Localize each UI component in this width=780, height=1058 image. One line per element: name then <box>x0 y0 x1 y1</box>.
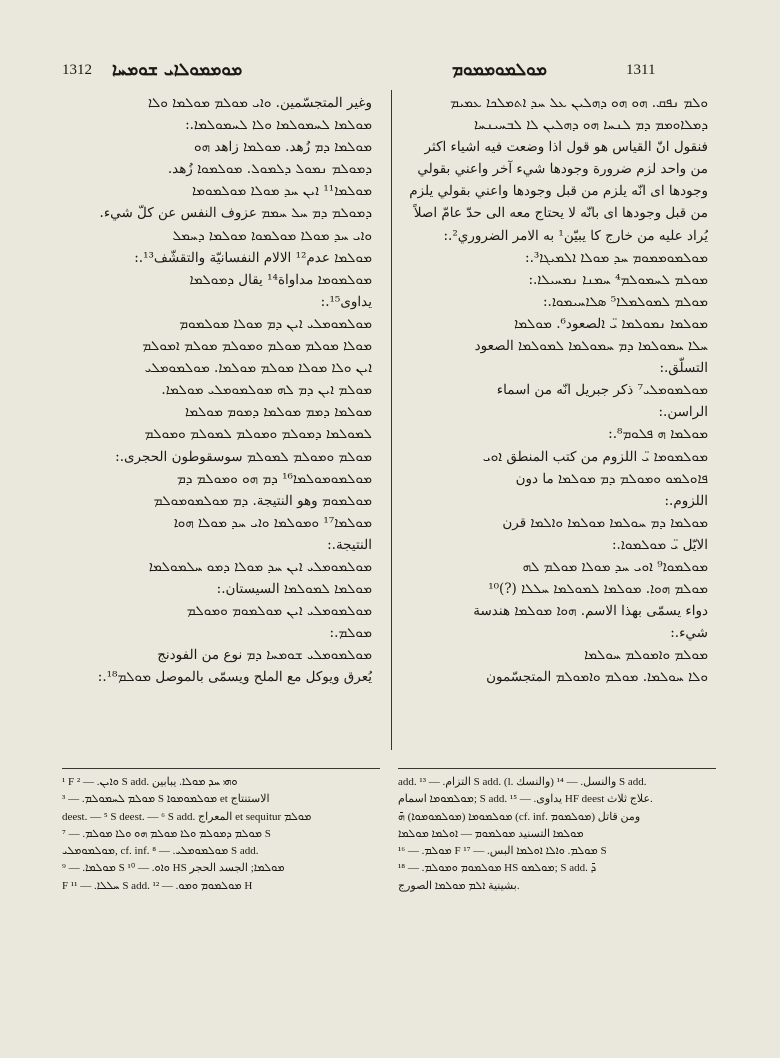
footnote-line: ܡܘܠܡܘܡܐ اسمام; S add. يداوى. — ¹⁵ HF deest علاج ثلاث. <box>398 793 653 806</box>
footnote-line: deest. — ⁵ S deest. — ⁶ S add. المعراج et sequitur ܡܘܠܡ <box>62 810 312 823</box>
text-line: ܡܘܠܡܘܡܘܠܡܐ¹⁶ ܕܡ ܗܘ ܘܡܘܠܡ ܕܡ <box>176 470 372 487</box>
text-line: ܘܠܐ ܚܘܠܡܐ. ܡܘܠܡ ܘܐܡܘܠܡ المتجسّمون <box>486 669 708 686</box>
text-line: ܡܘܠܡܘܡ وهو النتيجة. ܕܡ ܡܘܠܡܘܡܘܠܡ <box>153 492 372 509</box>
footnote-line: ܡܘܠܡܘܡܠܝ, cf. inf. ܡܘܠܡܘܡܠܝ. — ⁸ S add. <box>62 845 259 858</box>
text-line: ܡܘܠܡܐ ܕܡܡ ܡܘܠܡܐ ܕܡܘܡ ܡܘܠܡܐ <box>185 404 372 421</box>
text-line: التسلّق.: <box>659 360 708 377</box>
text-line: ܡܘܠܡܘܐ⁹ ܐܘܝ ܚܕ ܡܘܠܐ ܡܘܠܡ ܠܗ <box>522 558 708 575</box>
footnote-line: ¹ F ܘܐܝܢ. — ² S add. ܘܗܝ ܚܕ ܡܘܠܐ. يبابين <box>62 776 238 788</box>
left-page-number: 1312 <box>62 62 92 78</box>
text-line: ܡܘܠܡ ܘܡܘܠܡ ܠܡܘܠܡ سوسقوطون الحجرى.: <box>115 448 372 465</box>
footnote-rule-right <box>398 768 716 769</box>
footnotes-left <box>62 774 382 895</box>
text-line: ܡܘܠܐ ܡܘܠܡ ܡܘܠܡ ܘܡܘܠܡ ܡܘܠܡ ܐܡܘܠܡ <box>142 338 372 355</box>
right-running-title: ܡܘܠܡܘܡܡܘܡ <box>452 60 548 80</box>
footnote-line: ܡܘܠܡܘܡܐ (ܡܘܠܡܘܡܘܐ) ܗ̄ (cf. inf. ܡܘܠܡܘܡ) ومن قاتل <box>398 810 641 823</box>
text-line: من قبل وجودها اى بانّه لا يحتاج معه الى حدّ عامّ اصلاً <box>413 205 708 222</box>
text-line: ܡܘܠܡܘܡܐ ܝ̈ اللزوم من كتب المنطق ܐܘܝ <box>482 448 708 465</box>
footnotes-right <box>398 774 718 895</box>
text-line: ܡܘܠܡܘܡܠܝ ܐܝܢ ܕܡ ܡܘܠܐ ܡܘܠܡܘܡ <box>179 315 372 332</box>
text-line: النتيجة.: <box>327 536 372 553</box>
text-line: ܡܘܠܡܐ¹¹ ܐܝܢ ܚܕ ܡܘܠܐ ܡܘܠܡܘܡܐ <box>191 183 372 200</box>
text-line: ܡܘܠܡ ܠܚܡܘܠܡ⁴ ܚܡܢܐ ܢܡܚܝܠܐ.: <box>528 271 708 288</box>
text-line: ܡܘܠܡܐ ܕܡ ܚܘܠܡܐ ܡܘܠܡܐ ܘܐܠܡܐ قرن <box>502 514 708 531</box>
text-line: دواء يسمّى بهذا الاسم. ܗܘܐ ܡܘܠܡܐ هندسة <box>473 603 708 620</box>
right-page-number: 1311 <box>626 62 656 78</box>
text-line: ܡܘܠܡ.: <box>329 625 372 642</box>
text-line: من واحد لزم ضرورة وجودها شيء آخر واعني بقولي <box>417 161 708 178</box>
footnote-line: ܡܘܠܡܐ التسنيد ܡܘܠܡܘܡ — ܐܘܠܡܐ ܡܘܠܡܐ <box>398 827 584 840</box>
footnote-line: add. التزام. — ¹³ S add. (l. والنسك) والنسل. — ¹⁴ S add. <box>398 776 647 788</box>
text-line: ܡܘܠܡܘܡܠܝ ܐܝܢ ܚܕ ܡܘܠܐ ܕܡܘ ܚܠܡܘܠܡܐ <box>148 558 372 575</box>
text-line: ܠܡܘܠܡܐ ܕܡܘܠܡ ܘܡܘܠܡ ܠܡܘܠܡ ܘܡܘܠܡ <box>144 426 372 443</box>
text-line: اللزوم.: <box>664 492 708 509</box>
text-line: ܡܘܠܡ ܗܘܐ. ܡܘܠܡܐ ܠܡܘܠܡܐ ܚܠܠܐ (?)¹⁰ <box>488 581 708 598</box>
footnote-line: ܡܘܠܡܘܡ ܘܡܘܠܡ. — ¹⁸ HS ܡܘܠܡܘ; S add. ܕ̄ <box>398 862 597 875</box>
text-line: ܡܘܠܡ ܠܡܘܠܡܠܐ⁵ ܣܠܐܚܝܡܘܐ.: <box>543 293 708 310</box>
text-line: ܡܘܠܡܐ ܠܡܘܠܡܐ السيستان.: <box>216 581 372 598</box>
footnote-rule-left <box>62 768 380 769</box>
text-line: ܡܘܠܡ ܘܐܡܘܠܡ ܚܘܠܡܐ <box>584 647 708 664</box>
text-line: ܕܡܘܠܡ ܕܡ ܚܠ ܚܡܡ عزوف النفس عن كلّ شيء. <box>99 205 372 222</box>
text-line: يُراد عليه من خارج كا يبيّن¹ به الامر الضروري².: <box>443 227 708 244</box>
text-line: ܕܡܠܐܘܡܡ ܕܡ ܠܢܚܐ ܗܘ ܕܗܠܝܢ ܠܐ ܠܒܚܝܢܚܐ <box>473 117 708 134</box>
text-line: ܡܘܠܡܐ ܢܡܘܠܡܐ ܝ̈ ܐلصعود⁶. ܡܘܠܡܐ <box>514 315 708 332</box>
footnote-line: F ܚܠܠܐ. — ¹¹ S add. ܡܘܠܡܘܡ ܘܡܘ. — ¹² H <box>62 879 253 892</box>
text-line: ܡܘܠܡܐ ܕܡ زُهد. ܡܘܠܡܐ زاهد ܗܘ <box>194 139 372 156</box>
text-line: الايّل ܝ̈ ܡܘܠܡܘܐ.: <box>611 536 708 553</box>
text-line: الراسن.: <box>658 404 708 421</box>
text-line: ܡܘܠܡܘܡܠܝ ܐܝܢ ܡܘܠܡܘܡ ܘܡܘܠܡ <box>186 603 372 620</box>
text-line: ܡܘܠܡܐ¹⁷ ܘܡܘܠܡܐ ܘܐܝ ܚܕ ܡܘܠܐ ܗܘܐ <box>173 514 372 531</box>
text-line: ܡܘܠܡܘܡܠܝ ܫܘܡܚܐ ܕܡ نوع من الفودنج <box>157 647 372 664</box>
text-line: ܡܘܠܡܐ عدم¹² الالام النفسانيّة والتقشّف¹³.: <box>134 249 372 266</box>
text-line: ܡܘܠܡܐ ܗ ܦܠܘܡ⁸.: <box>608 426 708 443</box>
footnote-line: ܡܘܠܡ ܠܚܡܘܠܡ. — ³ S ܡܘܠܡܘܡܘܐ et الاستنتاج <box>62 793 270 806</box>
footnote-line: بشينية ܐܠܡ ܡܘܠܡܐ الصورج. <box>398 879 520 892</box>
text-line: وجودها اى انّه يلزم من قبل وجودها واعني بقولي يلزم <box>409 183 708 200</box>
column-divider <box>391 90 392 750</box>
text-line: ܡܘܠܡܘܡܠܝ⁷ ذكر جبريل انّه من اسماء <box>496 382 708 399</box>
text-line: وغير المتجسّمين. ܘܐܝ ܡܘܠܡ ܡܘܠܡܐ ܘܠܐ <box>147 95 372 111</box>
text-line: شيء.: <box>670 625 708 642</box>
footnote-line: ܡܘܠܡܐ. — ⁹ S ܘܐܘ. — ¹⁰ HS ܡܘܠܡܐ; الجسد الحجر <box>62 862 285 875</box>
text-line: ܕܡܘܠܡ ܢܡܘܠ ܕܠܡܘܠ. ܡܘܠܡܘܐ زُهد. <box>167 161 372 178</box>
text-line: ܚܠܐ ܚܡܘܠܡܐ ܕܡ ܚܡܘܠܡܐ ܠܡܘܠܡܐ الصعود <box>474 338 708 355</box>
text-line: ܘܠܡ ܢܦܩ. ܗܘ ܗܘ ܕܗܠܝܢ ܥܠ ܚܕ ܐܬܡܠܟܐ ܥܡܝܡ <box>450 95 708 111</box>
footnote-line: ܡܘܠܡ. — ¹⁶ F ܡܘܠܡ. ܘܐܠܐ ܐܘܠܡܐ البس. — ¹⁷ S <box>398 845 607 858</box>
footnote-line: ܡܘܠܡ ܕܡܘܠܡ ܘܠܐ ܡܘܠܡ ܗܘ ܘܠܐ ܡܘܠܡ. — ⁷ S <box>62 827 271 840</box>
text-line: فنقول انّ القياس هو قول اذا وضعت فيه اشياء اكثر <box>424 139 708 156</box>
text-line: ܦܐܘܠܡܘ ܘܡܘܠܡ ܕܡ ܡܘܠܡܐ ما دون <box>515 470 708 487</box>
text-line: ܡܘܠܡ ܐܝܢ ܕܡ ܠܗ ܡܘܠܡܘܡܠܝ ܡܘܠܡܐ. <box>161 382 372 399</box>
right-text-column <box>398 92 708 689</box>
text-line: ܡܘܠܡܘܡܐ مداواة¹⁴ يقال ܕܡܘܠܡܐ <box>189 271 372 288</box>
left-running-title: ܡܘܡܡܘܠܐܝ ܫܘܡܚܐ <box>112 60 243 80</box>
text-line: ܐܝܢ ܘܠܐ ܡܘܠܐ ܡܘܠܡ ܡܘܠܡܐ. ܡܘܠܡܘܡܠܝ <box>144 360 372 377</box>
text-line: ܡܘܠܡܐ ܠܚܡܘܠܡܐ ܘܠܐ ܠܚܡܘܠܡܐ.: <box>185 117 372 134</box>
text-line: ܡܘܠܡܘܡܡܘܡ ܚܕ ܡܘܠܐ ܐܠܡܝܓܐ³.: <box>525 249 708 266</box>
text-line: يداوى¹⁵.: <box>320 293 372 310</box>
left-text-column <box>62 92 372 689</box>
text-line: ܘܐܝ ܚܕ ܡܘܠܐ ܡܘܠܡܘܐ ܡܘܠܡܐ ܕܚܡܠ <box>172 227 372 244</box>
text-line: يُعرق ويوكل مع الملح ويسمّى بالموصل ܡܘܠܡ¹⁸.: <box>97 669 372 686</box>
